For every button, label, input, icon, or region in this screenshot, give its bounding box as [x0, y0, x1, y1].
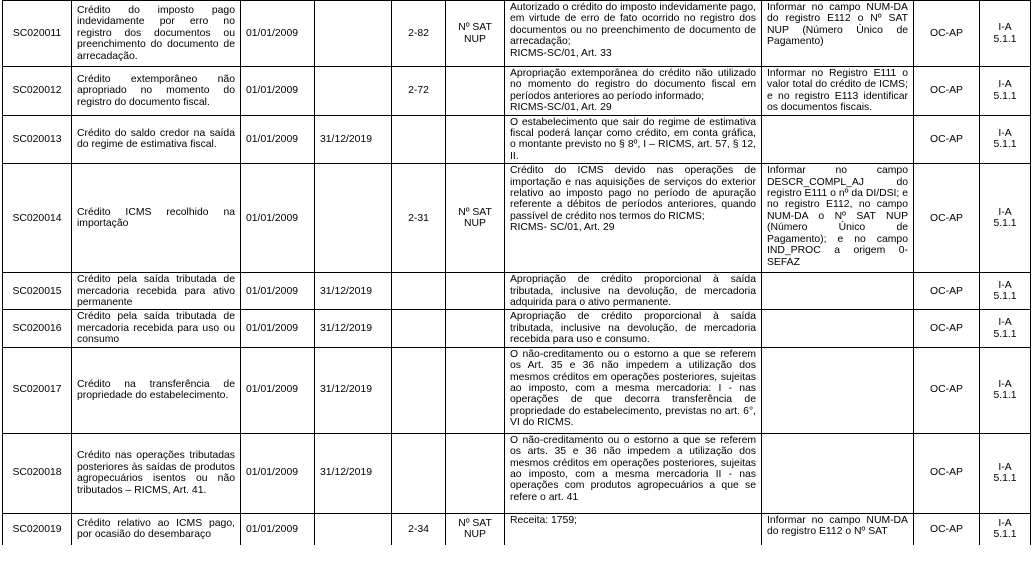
- cell-start-date: 01/01/2009: [241, 115, 315, 164]
- table-row: [3, 433, 1031, 513]
- cell-code: SC020016: [3, 310, 72, 347]
- cell-doc-type: [446, 67, 505, 116]
- cell-ref: [392, 433, 446, 513]
- table-row: [3, 347, 1031, 433]
- cell-end-date: [315, 1, 392, 67]
- cell-ref: 2-72: [392, 67, 446, 116]
- cell-end-date: 31/12/2019: [315, 273, 392, 310]
- cell-doc-type: Nº SAT NUP: [446, 1, 505, 67]
- cell-ref: 2-31: [392, 164, 446, 273]
- adjustment-codes-table: [2, 0, 1031, 545]
- cell-start-date: 01/01/2009: [241, 1, 315, 67]
- cell-code: SC020019: [3, 513, 72, 545]
- table-row: [3, 67, 1031, 116]
- cell-annex: I-A 5.1.1: [980, 67, 1031, 116]
- cell-description: Crédito do saldo credor na saída do regime de estimativa fiscal.: [72, 115, 241, 164]
- cell-group: OC-AP: [914, 1, 980, 67]
- cell-legal-text: Apropriação de crédito proporcional à saída tributada, inclusive na devolução, de mercadoria adquirida para o ativo permanente.: [505, 273, 762, 310]
- cell-annex: I-A 5.1.1: [980, 1, 1031, 67]
- cell-end-date: [315, 67, 392, 116]
- cell-doc-type: [446, 433, 505, 513]
- cell-legal-text: Apropriação extemporânea do crédito não utilizado no momento do registro do documento fiscal em períodos anteriores ao período informado; RICMS-SC/01, Art. 29: [505, 67, 762, 116]
- cell-instructions: [762, 115, 914, 164]
- cell-end-date: [315, 513, 392, 545]
- table-row: [3, 513, 1031, 545]
- cell-annex: I-A 5.1.1: [980, 310, 1031, 347]
- cell-instructions: [762, 273, 914, 310]
- cell-ref: [392, 347, 446, 433]
- cell-ref: 2-82: [392, 1, 446, 67]
- cell-annex: I-A 5.1.1: [980, 433, 1031, 513]
- cell-end-date: 31/12/2019: [315, 433, 392, 513]
- cell-instructions: [762, 347, 914, 433]
- table-body: [3, 1, 1031, 546]
- cell-group: OC-AP: [914, 115, 980, 164]
- cell-code: SC020014: [3, 164, 72, 273]
- cell-annex: I-A 5.1.1: [980, 273, 1031, 310]
- cell-legal-text: O estabelecimento que sair do regime de estimativa fiscal poderá lançar como crédito, em conta gráfica, o montante previsto no § 8º, I – RICMS, art. 57, § 12, II.: [505, 115, 762, 164]
- table-row: [3, 273, 1031, 310]
- cell-start-date: 01/01/2009: [241, 273, 315, 310]
- cell-ref: [392, 310, 446, 347]
- cell-instructions: Informar no campo NUM-DA do registro E112 o Nº SAT NUP (Número Único de Pagamento): [762, 1, 914, 67]
- cell-code: SC020012: [3, 67, 72, 116]
- cell-doc-type: Nº SAT NUP: [446, 164, 505, 273]
- cell-instructions: Informar no campo NUM-DA do registro E112 o Nº SAT: [762, 513, 914, 545]
- cell-description: Crédito extemporâneo não apropriado no momento do registro do documento fiscal.: [72, 67, 241, 116]
- cell-start-date: 01/01/2009: [241, 433, 315, 513]
- cell-code: SC020017: [3, 347, 72, 433]
- cell-description: Crédito nas operações tributadas posteriores às saídas de produtos agropecuários isentos ou não tributados – RICMS, Art. 41.: [72, 433, 241, 513]
- cell-annex: I-A 5.1.1: [980, 513, 1031, 545]
- cell-instructions: [762, 433, 914, 513]
- cell-group: OC-AP: [914, 164, 980, 273]
- cell-legal-text: Autorizado o crédito do imposto indevidamente pago, em virtude de erro de fato ocorrido no registro dos documentos ou no preenchimento de documento de arrecadação; RICMS-SC/01, Art. 33: [505, 1, 762, 67]
- cell-doc-type: [446, 310, 505, 347]
- cell-ref: [392, 273, 446, 310]
- cell-description: Crédito pela saída tributada de mercadoria recebida para ativo permanente: [72, 273, 241, 310]
- cell-description: Crédito ICMS recolhido na importação: [72, 164, 241, 273]
- cell-doc-type: [446, 347, 505, 433]
- cell-code: SC020013: [3, 115, 72, 164]
- cell-doc-type: Nº SAT NUP: [446, 513, 505, 545]
- table-row: [3, 1, 1031, 67]
- cell-legal-text: O não-creditamento ou o estorno a que se referem os arts. 35 e 36 não impedem a utilização dos mesmos créditos em operações posteriores, sujeitas ao imposto, com a mesma mercadoria II - nas operações com produtos agropecuários a que se refere o art. 41: [505, 433, 762, 513]
- cell-description: Crédito do imposto pago indevidamente por erro no registro dos documentos ou preenchimento do documento de arrecadação.: [72, 1, 241, 67]
- cell-code: SC020015: [3, 273, 72, 310]
- cell-end-date: 31/12/2019: [315, 310, 392, 347]
- cell-ref: [392, 115, 446, 164]
- cell-end-date: 31/12/2019: [315, 347, 392, 433]
- cell-start-date: 01/01/2009: [241, 310, 315, 347]
- cell-group: OC-AP: [914, 433, 980, 513]
- cell-annex: I-A 5.1.1: [980, 164, 1031, 273]
- cell-legal-text: O não-creditamento ou o estorno a que se referem os Art. 35 e 36 não impedem a utilização dos mesmos créditos em operações posteriores, sujeitas ao imposto, com a mesma mercadoria: I - nas operações de que decorra transferência de propriedade do estabelecimento, previstas no art. 6°, VI do RICMS.: [505, 347, 762, 433]
- cell-annex: I-A 5.1.1: [980, 347, 1031, 433]
- cell-start-date: 01/01/2009: [241, 67, 315, 116]
- cell-description: Crédito pela saída tributada de mercadoria recebida para uso ou consumo: [72, 310, 241, 347]
- cell-end-date: [315, 164, 392, 273]
- cell-start-date: 01/01/2009: [241, 513, 315, 545]
- cell-instructions: Informar no campo DESCR_COMPL_AJ do registro E111 o nº da DI/DSI; e no registro E112, no campo NUM-DA o Nº SAT NUP (Número Único de Pagamento); e no campo IND_PROC a origem 0-SEFAZ: [762, 164, 914, 273]
- cell-code: SC020018: [3, 433, 72, 513]
- table-row: [3, 310, 1031, 347]
- cell-instructions: Informar no Registro E111 o valor total do crédito de ICMS; e no registro E113 identificar os documentos fiscais.: [762, 67, 914, 116]
- cell-group: OC-AP: [914, 310, 980, 347]
- cell-annex: I-A 5.1.1: [980, 115, 1031, 164]
- cell-group: OC-AP: [914, 67, 980, 116]
- cell-instructions: [762, 310, 914, 347]
- cell-start-date: 01/01/2009: [241, 347, 315, 433]
- cell-code: SC020011: [3, 1, 72, 67]
- cell-legal-text: Apropriação de crédito proporcional à saída tributada, inclusive na devolução, de mercadoria recebida para uso e consumo.: [505, 310, 762, 347]
- cell-legal-text: Crédito do ICMS devido nas operações de importação e nas aquisições de serviços do exterior relativo ao imposto pago no período de apuração referente a débitos de períodos anteriores, quando passível de crédito nos termos do RICMS; RICMS- SC/01, Art. 29: [505, 164, 762, 273]
- cell-group: OC-AP: [914, 347, 980, 433]
- cell-group: OC-AP: [914, 273, 980, 310]
- cell-doc-type: [446, 115, 505, 164]
- cell-start-date: 01/01/2009: [241, 164, 315, 273]
- cell-description: Crédito na transferência de propriedade do estabelecimento.: [72, 347, 241, 433]
- cell-ref: 2-34: [392, 513, 446, 545]
- cell-legal-text: Receita: 1759;: [505, 513, 762, 545]
- table-row: [3, 115, 1031, 164]
- cell-doc-type: [446, 273, 505, 310]
- table-row: [3, 164, 1031, 273]
- cell-description: Crédito relativo ao ICMS pago, por ocasião do desembaraço: [72, 513, 241, 545]
- cell-group: OC-AP: [914, 513, 980, 545]
- cell-end-date: 31/12/2019: [315, 115, 392, 164]
